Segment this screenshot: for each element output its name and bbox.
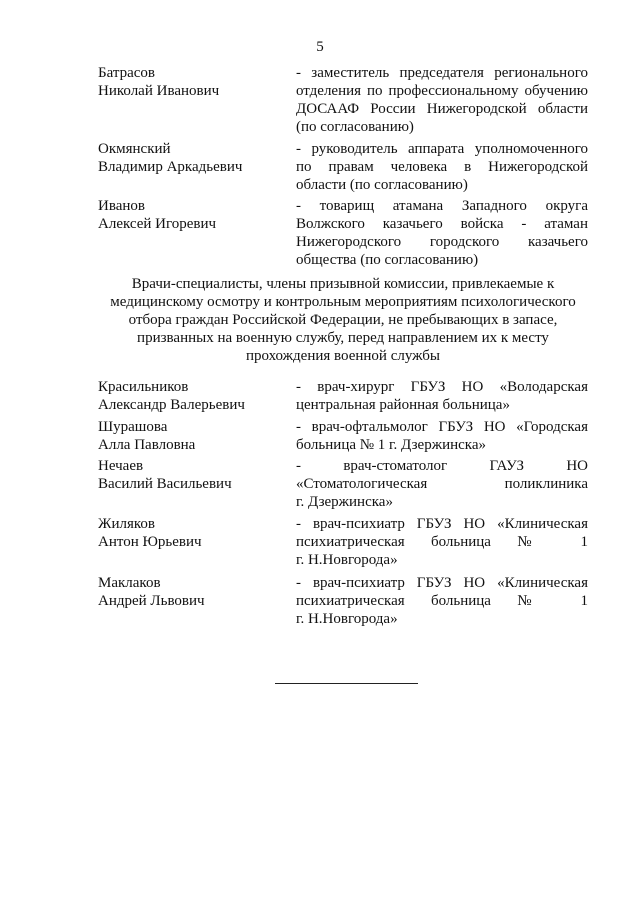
role-line: ДОСААФ России Нижегородской области <box>296 101 588 117</box>
role-line: больница № 1 г. Дзержинска» <box>296 437 487 453</box>
doctor-name <box>98 574 288 610</box>
role-line: - врач-хирург ГБУЗ НО «Володарская <box>296 379 588 395</box>
doctor-name <box>98 378 288 414</box>
role-line: - врач-психиатр ГБУЗ НО «Клиническая <box>296 575 588 591</box>
end-divider <box>275 683 418 684</box>
member-given-names: Владимир Аркадьевич <box>98 159 243 175</box>
doctor-role <box>296 457 588 511</box>
member-surname: Иванов <box>98 198 145 214</box>
doctor-given-names: Александр Валерьевич <box>98 397 245 413</box>
member-role <box>296 64 588 136</box>
role-line: отделения по профессиональному обучению <box>296 83 588 99</box>
doctor-role <box>296 574 588 628</box>
doctor-surname: Красильников <box>98 379 189 395</box>
doctor-given-names: Антон Юрьевич <box>98 534 202 550</box>
heading-line: медицинскому осмотру и контрольным мероприятиям психологического <box>110 294 576 310</box>
role-line: (по согласованию) <box>296 119 414 135</box>
member-surname: Окмянский <box>98 141 171 157</box>
heading-line: призванных на военную службу, перед направлением их к месту <box>137 330 549 346</box>
member-surname: Батрасов <box>98 65 156 81</box>
doctor-role <box>296 378 588 414</box>
role-line: психиатрическая больница № 1 <box>296 593 588 609</box>
heading-line: прохождения военной службы <box>245 348 441 364</box>
role-line: - врач-психиатр ГБУЗ НО «Клиническая <box>296 516 588 532</box>
role-line: - руководитель аппарата уполномоченного <box>296 141 588 157</box>
doctor-given-names: Андрей Львович <box>98 593 205 609</box>
role-line: - товарищ атамана Западного округа <box>296 198 588 214</box>
doctor-role <box>296 418 588 454</box>
role-line: - врач-офтальмолог ГБУЗ НО «Городская <box>296 419 588 435</box>
doctor-surname: Жиляков <box>98 516 155 532</box>
role-line: г. Н.Новгорода» <box>296 611 398 627</box>
member-name <box>98 140 288 176</box>
role-line: Волжского казачьего войска - атаман <box>296 216 588 232</box>
role-line: - заместитель председателя регионального <box>296 65 588 81</box>
role-line: психиатрическая больница № 1 <box>296 534 588 550</box>
doctor-surname: Шурашова <box>98 419 168 435</box>
page-number: 5 <box>316 39 324 55</box>
doctor-surname: Нечаев <box>98 458 144 474</box>
role-line: «Стоматологическая поликлиника <box>296 476 588 492</box>
member-given-names: Николай Иванович <box>98 83 220 99</box>
role-line: общества (по согласованию) <box>296 252 479 268</box>
doctor-surname: Маклаков <box>98 575 161 591</box>
role-line: г. Дзержинска» <box>296 494 393 510</box>
heading-line: Врачи-специалисты, члены призывной комиссии, привлекаемые к <box>131 276 555 292</box>
member-role <box>296 140 588 194</box>
section-heading <box>98 275 588 365</box>
role-line: области (по согласованию) <box>296 177 468 193</box>
role-line: г. Н.Новгорода» <box>296 552 398 568</box>
role-line: - врач-стоматолог ГАУЗ НО <box>296 458 588 474</box>
doctor-name <box>98 457 288 493</box>
doctor-name <box>98 418 288 454</box>
member-name <box>98 64 288 100</box>
heading-line: отбора граждан Российской Федерации, не пребывающих в запасе, <box>128 312 558 328</box>
doctor-name <box>98 515 288 551</box>
doctor-given-names: Василий Васильевич <box>98 476 232 492</box>
role-line: Нижегородского городского казачьего <box>296 234 588 250</box>
role-line: по правам человека в Нижегородской <box>296 159 588 175</box>
member-given-names: Алексей Игоревич <box>98 216 217 232</box>
role-line: центральная районная больница» <box>296 397 510 413</box>
doctor-given-names: Алла Павловна <box>98 437 196 453</box>
member-role <box>296 197 588 269</box>
doctor-role <box>296 515 588 569</box>
member-name <box>98 197 288 233</box>
